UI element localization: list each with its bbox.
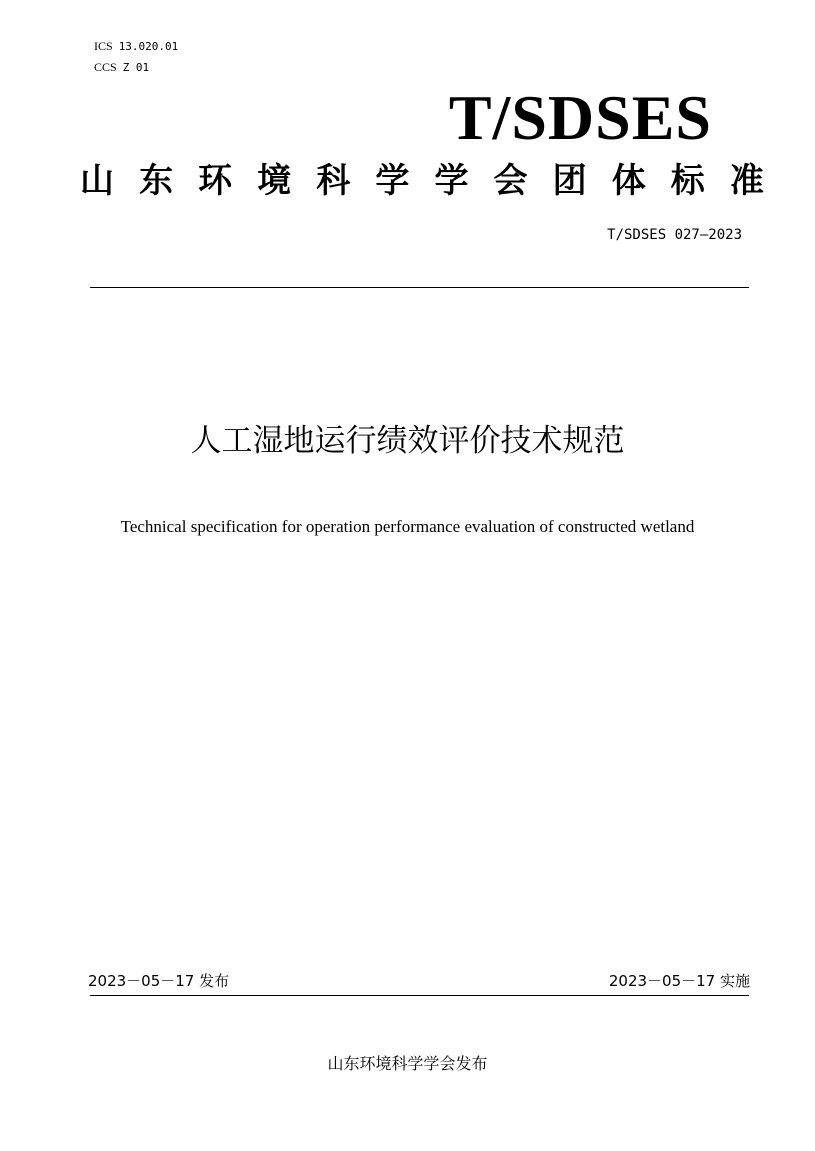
document-title-english: Technical specification for operation performance evaluation of constructed wetland bbox=[120, 517, 695, 536]
ccs-label: CCS bbox=[94, 60, 117, 74]
org-title-char: 会 bbox=[493, 161, 528, 201]
document-title-chinese: 人工湿地运行绩效评价技术规范 bbox=[190, 423, 625, 459]
org-title-char: 准 bbox=[729, 161, 764, 201]
org-title-char: 科 bbox=[316, 161, 351, 201]
org-title-char: 学 bbox=[375, 161, 410, 201]
bottom-divider bbox=[90, 995, 749, 996]
issue-date: 2023－05－17 发布 bbox=[88, 972, 230, 990]
ics-code bbox=[94, 39, 178, 54]
issuing-organization: 山东环境科学学会发布 bbox=[327, 1054, 488, 1073]
standard-brand-mark: T/SDSES bbox=[448, 82, 712, 153]
org-title-char: 团 bbox=[552, 161, 587, 201]
org-title-char: 境 bbox=[257, 161, 292, 201]
org-title-char: 环 bbox=[198, 161, 233, 201]
ccs-code bbox=[94, 60, 149, 75]
ics-value: 13.020.01 bbox=[118, 40, 179, 53]
top-divider bbox=[90, 287, 749, 288]
organization-standard-title bbox=[80, 158, 764, 204]
implementation-date: 2023－05－17 实施 bbox=[608, 972, 750, 990]
ics-label: ICS bbox=[94, 39, 113, 53]
ccs-value: Z 01 bbox=[122, 61, 150, 74]
org-title-char: 标 bbox=[670, 161, 705, 201]
org-title-char: 体 bbox=[611, 161, 646, 201]
org-title-char: 学 bbox=[434, 161, 469, 201]
standard-number: T/SDSES 027—2023 bbox=[607, 227, 742, 243]
org-title-char: 山 bbox=[80, 161, 114, 201]
org-title-char: 东 bbox=[139, 161, 174, 201]
